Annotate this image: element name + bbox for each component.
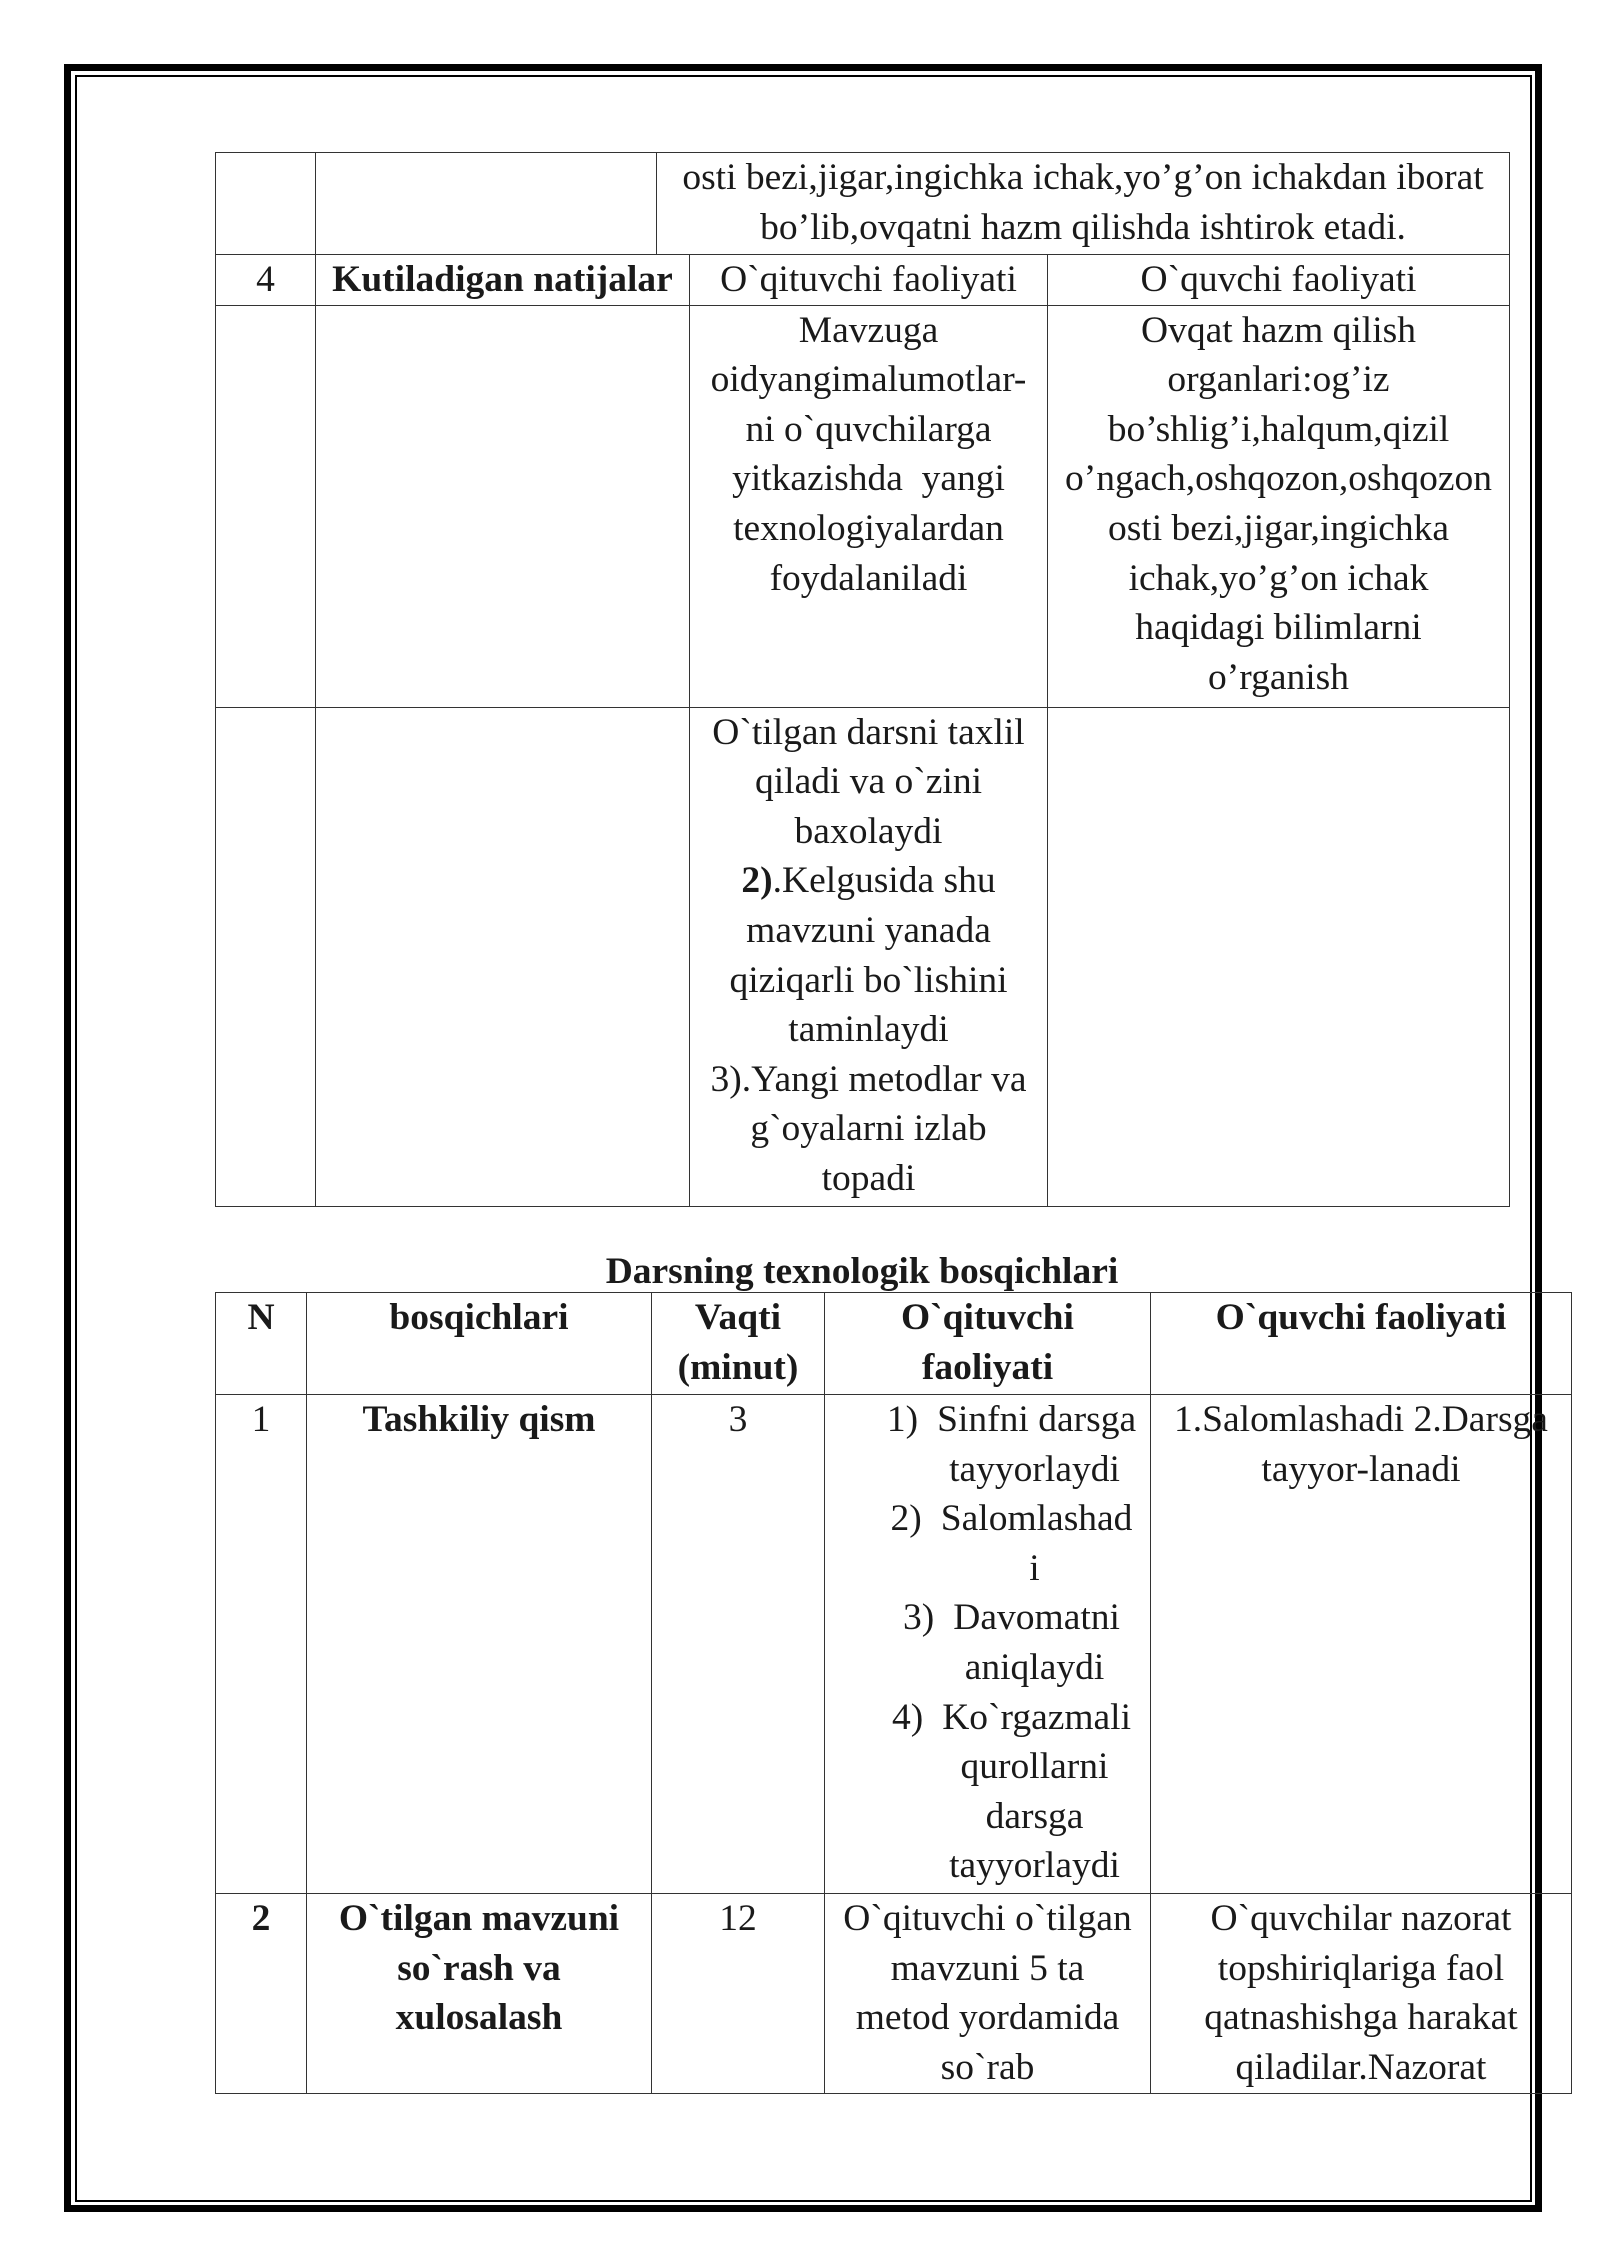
list-item-number: 1) — [886, 1399, 919, 1440]
teacher-activity-part-2 — [696, 856, 1041, 1054]
list-item-continuation: aniqlaydi — [964, 1646, 1105, 1688]
teacher-activity-cell: O`qituvchi o`tilgan mavzuni 5 ta metod yordamida so`rab — [825, 1894, 1151, 2094]
list-item-text: Sinfni darsga — [937, 1399, 1137, 1440]
table-row — [216, 153, 1510, 255]
stage-name: O`tilgan mavzuni so`rash va xulosalash — [307, 1894, 652, 2094]
header-number: N — [216, 1293, 307, 1395]
empty-cell — [216, 305, 316, 707]
lesson-stages-table — [215, 1292, 1572, 2094]
list-item-continuation: tayyorlaydi — [949, 1448, 1120, 1490]
table-row — [216, 707, 1510, 1206]
list-item-text: Ko`rgazmali — [942, 1696, 1132, 1738]
list-item-continuation: i — [1029, 1547, 1040, 1589]
part-2-text: .Kelgusida shu mavzuni yanada qiziqarli bo`lishini taminlaydi — [729, 860, 1008, 1051]
table-header-row — [216, 1293, 1572, 1395]
list-item — [831, 1593, 1144, 1692]
empty-cell — [216, 153, 316, 255]
student-activity-cell: Ovqat hazm qilish organlari:og’iz bo’shlig’i,halqum,qizil o’ngach,oshqozon,oshqozon osti bezi,jigar,ingichka ichak,yo’g’on ichak haqidagi bilimlarni o’rganish — [1048, 305, 1510, 707]
list-item-number: 4) — [891, 1696, 924, 1738]
list-item-text: Davomatni — [953, 1597, 1120, 1639]
student-activity-cell: O`quvchilar nazorat topshiriqlariga faol qatnashishga harakat qiladilar.Nazorat — [1151, 1894, 1572, 2094]
list-item — [831, 1494, 1144, 1593]
empty-cell — [316, 153, 657, 255]
header-time: Vaqti (minut) — [652, 1293, 825, 1395]
stage-number: 2 — [216, 1894, 307, 2094]
table-row — [216, 1395, 1572, 1894]
table-row — [216, 305, 1510, 707]
expected-results-table — [215, 152, 1510, 1207]
teacher-activity-cell — [690, 707, 1048, 1206]
header-student-activity: O`quvchi faoliyati — [1151, 1293, 1572, 1395]
student-activity-cell: 1.Salomlashadi 2.Darsga tayyor-lanadi — [1151, 1395, 1572, 1894]
empty-cell — [1048, 707, 1510, 1206]
continued-text-cell: osti bezi,jigar,ingichka ichak,yo’g’on ichakdan iborat bo’lib,ovqatni hazm qilishda ishtirok etadi. — [657, 153, 1510, 255]
list-item-first-line — [831, 1494, 1144, 1544]
header-stage: bosqichlari — [307, 1293, 652, 1395]
empty-cell — [316, 707, 690, 1206]
row-label: Kutiladigan natijalar — [316, 255, 690, 306]
table-row — [216, 255, 1510, 306]
teacher-activity-list — [825, 1395, 1151, 1894]
section-title: Darsning texnologik bosqichlari — [605, 1251, 1119, 1292]
part-2-number: 2) — [741, 860, 773, 902]
empty-cell — [316, 305, 690, 707]
list-item-first-line — [831, 1395, 1144, 1445]
list-item — [831, 1693, 1144, 1891]
teacher-activity-header: O`qituvchi faoliyati — [690, 255, 1048, 306]
list-item — [831, 1395, 1144, 1494]
header-teacher-activity: O`qituvchi faoliyati — [825, 1293, 1151, 1395]
stage-name: Tashkiliy qism — [307, 1395, 652, 1894]
stage-number: 1 — [216, 1395, 307, 1894]
row-number: 4 — [216, 255, 316, 306]
student-activity-header: O`quvchi faoliyati — [1048, 255, 1510, 306]
teacher-activity-part-3: 3).Yangi metodlar va g`oyalarni izlab topadi — [710, 1058, 1027, 1199]
stage-time: 3 — [652, 1395, 825, 1894]
empty-cell — [216, 707, 316, 1206]
list-item-first-line — [831, 1593, 1144, 1643]
table-row — [216, 1894, 1572, 2094]
stage-time: 12 — [652, 1894, 825, 2094]
list-item-number: 3) — [903, 1597, 935, 1639]
list-item-text: Salomlashad — [940, 1498, 1133, 1540]
list-item-number: 2) — [890, 1498, 922, 1540]
list-item-first-line — [831, 1693, 1144, 1743]
teacher-activity-cell: Mavzuga oidyangimalumotlar- ni o`quvchilarga yitkazishda yangi texnologiyalardan foydalaniladi — [690, 305, 1048, 707]
teacher-activity-part-1: O`tilgan darsni taxlil qiladi va o`zini baxolaydi — [712, 711, 1025, 852]
list-item-continuation: qurollarni darsga tayyorlaydi — [949, 1746, 1120, 1887]
